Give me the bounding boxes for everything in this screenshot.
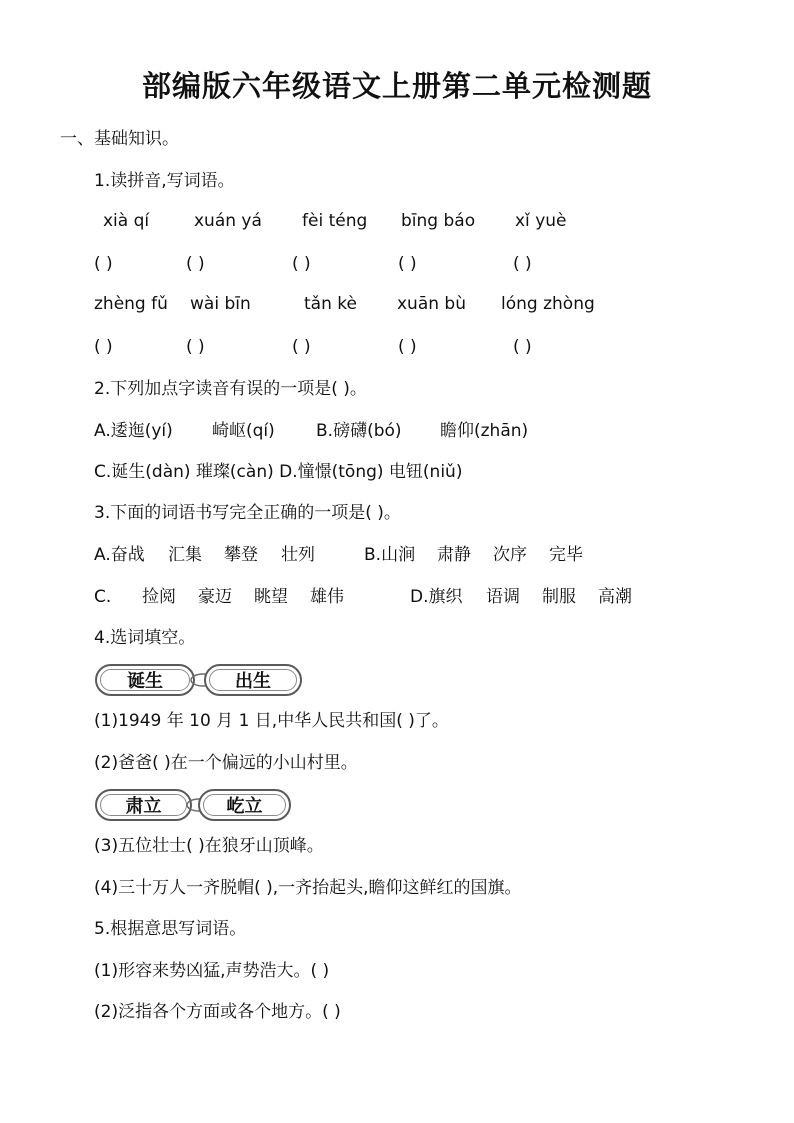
pinyin-item: bīng báo: [401, 211, 476, 231]
option-word: 汇集: [168, 545, 202, 565]
word-choice-box: [95, 789, 192, 821]
pinyin-item: tǎn kè: [304, 294, 357, 314]
pinyin-item: wài bīn: [190, 294, 251, 314]
pinyin-item: xuān bù: [397, 294, 466, 314]
option-word: 肃静: [437, 545, 471, 565]
question-5-heading: 5.根据意思写词语。: [94, 919, 247, 939]
option-word: 雄伟: [310, 587, 344, 607]
fill-sentence: (4)三十万人一齐脱帽( ),一齐抬起头,瞻仰这鲜红的国旗。: [94, 878, 522, 898]
pinyin-item: fèi téng: [302, 211, 368, 231]
pinyin-item: xuán yá: [194, 211, 262, 231]
fill-sentence: (2)爸爸( )在一个偏远的小山村里。: [94, 753, 358, 773]
word-choice-label: 诞生: [127, 671, 163, 692]
word-choice-label: 肃立: [125, 796, 162, 817]
option-a-word: 崎岖(qí): [212, 421, 275, 441]
option-word: 捡阅: [142, 587, 176, 607]
option-word: 眺望: [254, 587, 288, 607]
word-choice-label: 出生: [235, 671, 271, 692]
answer-blank[interactable]: ( ): [186, 254, 205, 274]
question-1-heading: 1.读拼音,写词语。: [94, 171, 235, 191]
section-heading: 一、基础知识。: [60, 129, 179, 149]
option-word: 制服: [542, 587, 576, 607]
pinyin-item: zhèng fǔ: [94, 294, 168, 314]
answer-blank[interactable]: ( ): [186, 337, 205, 357]
answer-blank[interactable]: ( ): [292, 337, 311, 357]
fill-sentence: (1)1949 年 10 月 1 日,中华人民共和国( )了。: [94, 711, 449, 731]
answer-blank[interactable]: ( ): [398, 337, 417, 357]
question-2-heading: 2.下列加点字读音有误的一项是( )。: [94, 379, 367, 399]
option-word: 完毕: [549, 545, 583, 565]
answer-blank[interactable]: ( ): [398, 254, 417, 274]
question-3-heading: 3.下面的词语书写完全正确的一项是( )。: [94, 503, 401, 523]
option-b-word: B.磅礴(bó): [316, 421, 402, 441]
option-word: 高潮: [598, 587, 632, 607]
page-title: 部编版六年级语文上册第二单元检测题: [141, 69, 652, 103]
answer-blank[interactable]: ( ): [513, 254, 532, 274]
question-2-options-cd: C.诞生(dàn) 璀璨(càn) D.憧憬(tōng) 电钮(niǔ): [94, 462, 463, 482]
answer-blank[interactable]: ( ): [94, 254, 113, 274]
option-word: 攀登: [224, 545, 258, 565]
pinyin-item: xǐ yuè: [515, 211, 567, 231]
option-word: 豪迈: [198, 587, 232, 607]
fill-sentence: (3)五位壮士( )在狼牙山顶峰。: [94, 836, 324, 856]
question-4-heading: 4.选词填空。: [94, 628, 196, 648]
answer-blank[interactable]: ( ): [292, 254, 311, 274]
fill-sentence: (1)形容来势凶猛,声势浩大。( ): [94, 961, 330, 981]
option-word: 语调: [486, 587, 520, 607]
answer-blank[interactable]: ( ): [94, 337, 113, 357]
option-a-word: A.逶迤(yí): [94, 421, 173, 441]
option-b-word: 瞻仰(zhān): [440, 421, 529, 441]
option-word: 壮列: [281, 545, 315, 565]
word-choice-box: [204, 664, 302, 696]
pinyin-item: xià qí: [103, 211, 150, 231]
pinyin-item: lóng zhòng: [501, 294, 595, 314]
option-b-label: B.山涧: [364, 545, 416, 565]
option-d-label: D.旗织: [410, 587, 463, 607]
answer-blank[interactable]: ( ): [513, 337, 532, 357]
option-c-label: C.: [94, 587, 112, 607]
fill-sentence: (2)泛指各个方面或各个地方。( ): [94, 1002, 341, 1022]
word-choice-label: 屹立: [226, 796, 263, 817]
word-choice-box: [95, 664, 195, 696]
word-choice-box: [198, 789, 291, 821]
option-word: 次序: [493, 545, 527, 565]
option-a-label: A.奋战: [94, 545, 145, 565]
